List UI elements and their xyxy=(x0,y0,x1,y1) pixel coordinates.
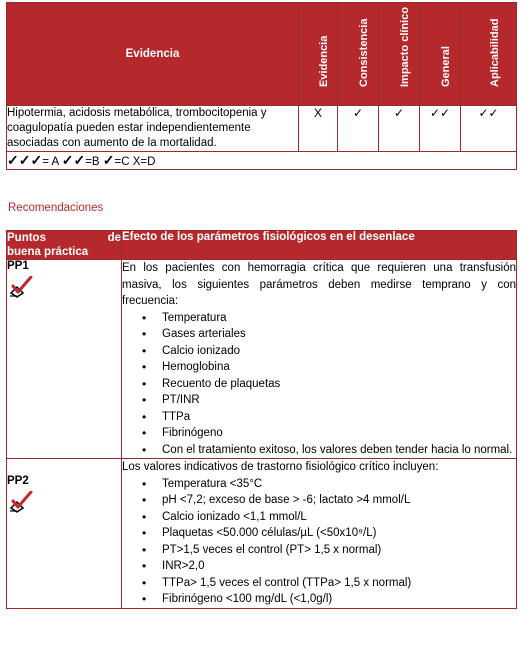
list-item: • PT/INR xyxy=(162,392,516,409)
col-header-general xyxy=(420,3,461,106)
list-item: • pH <7,2; exceso de base > -6; lactato >4 mmol/L xyxy=(162,492,516,509)
header-label-buena-practica: buena práctica xyxy=(7,246,89,258)
parameter-list xyxy=(122,310,516,459)
rec-row-pp1 xyxy=(7,260,517,459)
checkbox-check-icon xyxy=(9,276,121,301)
checkbox-check-icon xyxy=(9,491,121,516)
pp-cell xyxy=(7,260,122,459)
recommendations-heading: Recomendaciones xyxy=(8,202,104,214)
legend-mark-c: ✓ xyxy=(102,152,115,168)
evidence-title: Evidencia xyxy=(7,3,299,106)
recommendations-table xyxy=(6,230,517,609)
list-item: • Fibrinógeno xyxy=(162,425,516,442)
list-item: • Temperatura xyxy=(162,310,516,327)
pp-body xyxy=(122,459,517,609)
list-item: • Con el tratamiento exitoso, los valores deben tender hacia lo normal. xyxy=(162,442,516,459)
mark-consistencia: ✓ xyxy=(338,106,379,152)
evidence-statement: Hipotermia, acidosis metabólica, trombocitopenia y coagulopatía pueden estar independientemente asociadas con aumento de la mortalidad. xyxy=(7,106,299,152)
legend-mark-a: ✓✓✓ xyxy=(7,152,43,168)
mark-general: ✓✓ xyxy=(420,106,461,152)
pp-intro: En los pacientes con hemorragia crítica que requieren una transfusión masiva, los siguientes parámetros deben medirse temprano y con frecuencia: xyxy=(122,262,516,307)
legend-row xyxy=(7,152,517,170)
list-item: • TTPa> 1,5 veces el control (TTPa> 1,5 x normal) xyxy=(162,575,516,592)
list-item: • Calcio ionizado xyxy=(162,343,516,360)
col-header-label: Impacto clínico xyxy=(399,6,411,87)
mark-impacto: ✓ xyxy=(379,106,420,152)
col-header-label: General xyxy=(440,46,452,87)
col-header-label: Evidencia xyxy=(318,35,330,87)
rec-row-pp2 xyxy=(7,459,517,609)
rec-header-row xyxy=(7,231,517,260)
pp-body xyxy=(122,260,517,459)
pp-cell xyxy=(7,459,122,609)
legend-text-a: = A xyxy=(42,156,62,168)
list-item: • Plaquetas <50.000 células/µL (<50x10⁹/L) xyxy=(162,525,516,542)
grade-legend xyxy=(7,152,517,170)
evidence-row xyxy=(7,106,517,152)
pp-intro: Los valores indicativos de trastorno fisiológico crítico incluyen: xyxy=(122,461,439,473)
list-item: • Fibrinógeno <100 mg/dL (<1,0g/l) xyxy=(162,591,516,608)
legend-text-c: =C X=D xyxy=(114,156,156,168)
header-good-practice xyxy=(7,231,122,260)
col-header-aplicabilidad xyxy=(461,3,517,106)
list-item: • Hemoglobina xyxy=(162,359,516,376)
legend-mark-b: ✓✓ xyxy=(61,152,86,168)
col-header-impacto xyxy=(379,3,420,106)
threshold-list xyxy=(122,476,516,608)
list-item: • Temperatura <35°C xyxy=(162,476,516,493)
header-effect: Efecto de los parámetros fisiológicos en el desenlace xyxy=(122,231,517,260)
col-header-consistencia xyxy=(338,3,379,106)
header-label-de: de xyxy=(107,232,121,244)
mark-aplicabilidad: ✓✓ xyxy=(461,106,517,152)
pp-id: PP2 xyxy=(7,475,29,487)
list-item: • PT>1,5 veces el control (PT> 1,5 x normal) xyxy=(162,542,516,559)
list-item: • Calcio ionizado <1,1 mmol/L xyxy=(162,509,516,526)
evidence-header-row xyxy=(7,3,517,106)
list-item: • Gases arteriales xyxy=(162,326,516,343)
mark-evidencia: X xyxy=(299,106,338,152)
pp-id: PP1 xyxy=(7,260,29,272)
list-item: • TTPa xyxy=(162,409,516,426)
col-header-label: Consistencia xyxy=(358,18,370,87)
legend-text-b: =B xyxy=(85,156,103,168)
evidence-table xyxy=(6,2,517,170)
header-label-puntos: Puntos xyxy=(7,232,46,244)
list-item: • INR>2,0 xyxy=(162,558,516,575)
col-header-label: Aplicabilidad xyxy=(488,18,501,87)
col-header-evidencia xyxy=(299,3,338,106)
list-item: • Recuento de plaquetas xyxy=(162,376,516,393)
